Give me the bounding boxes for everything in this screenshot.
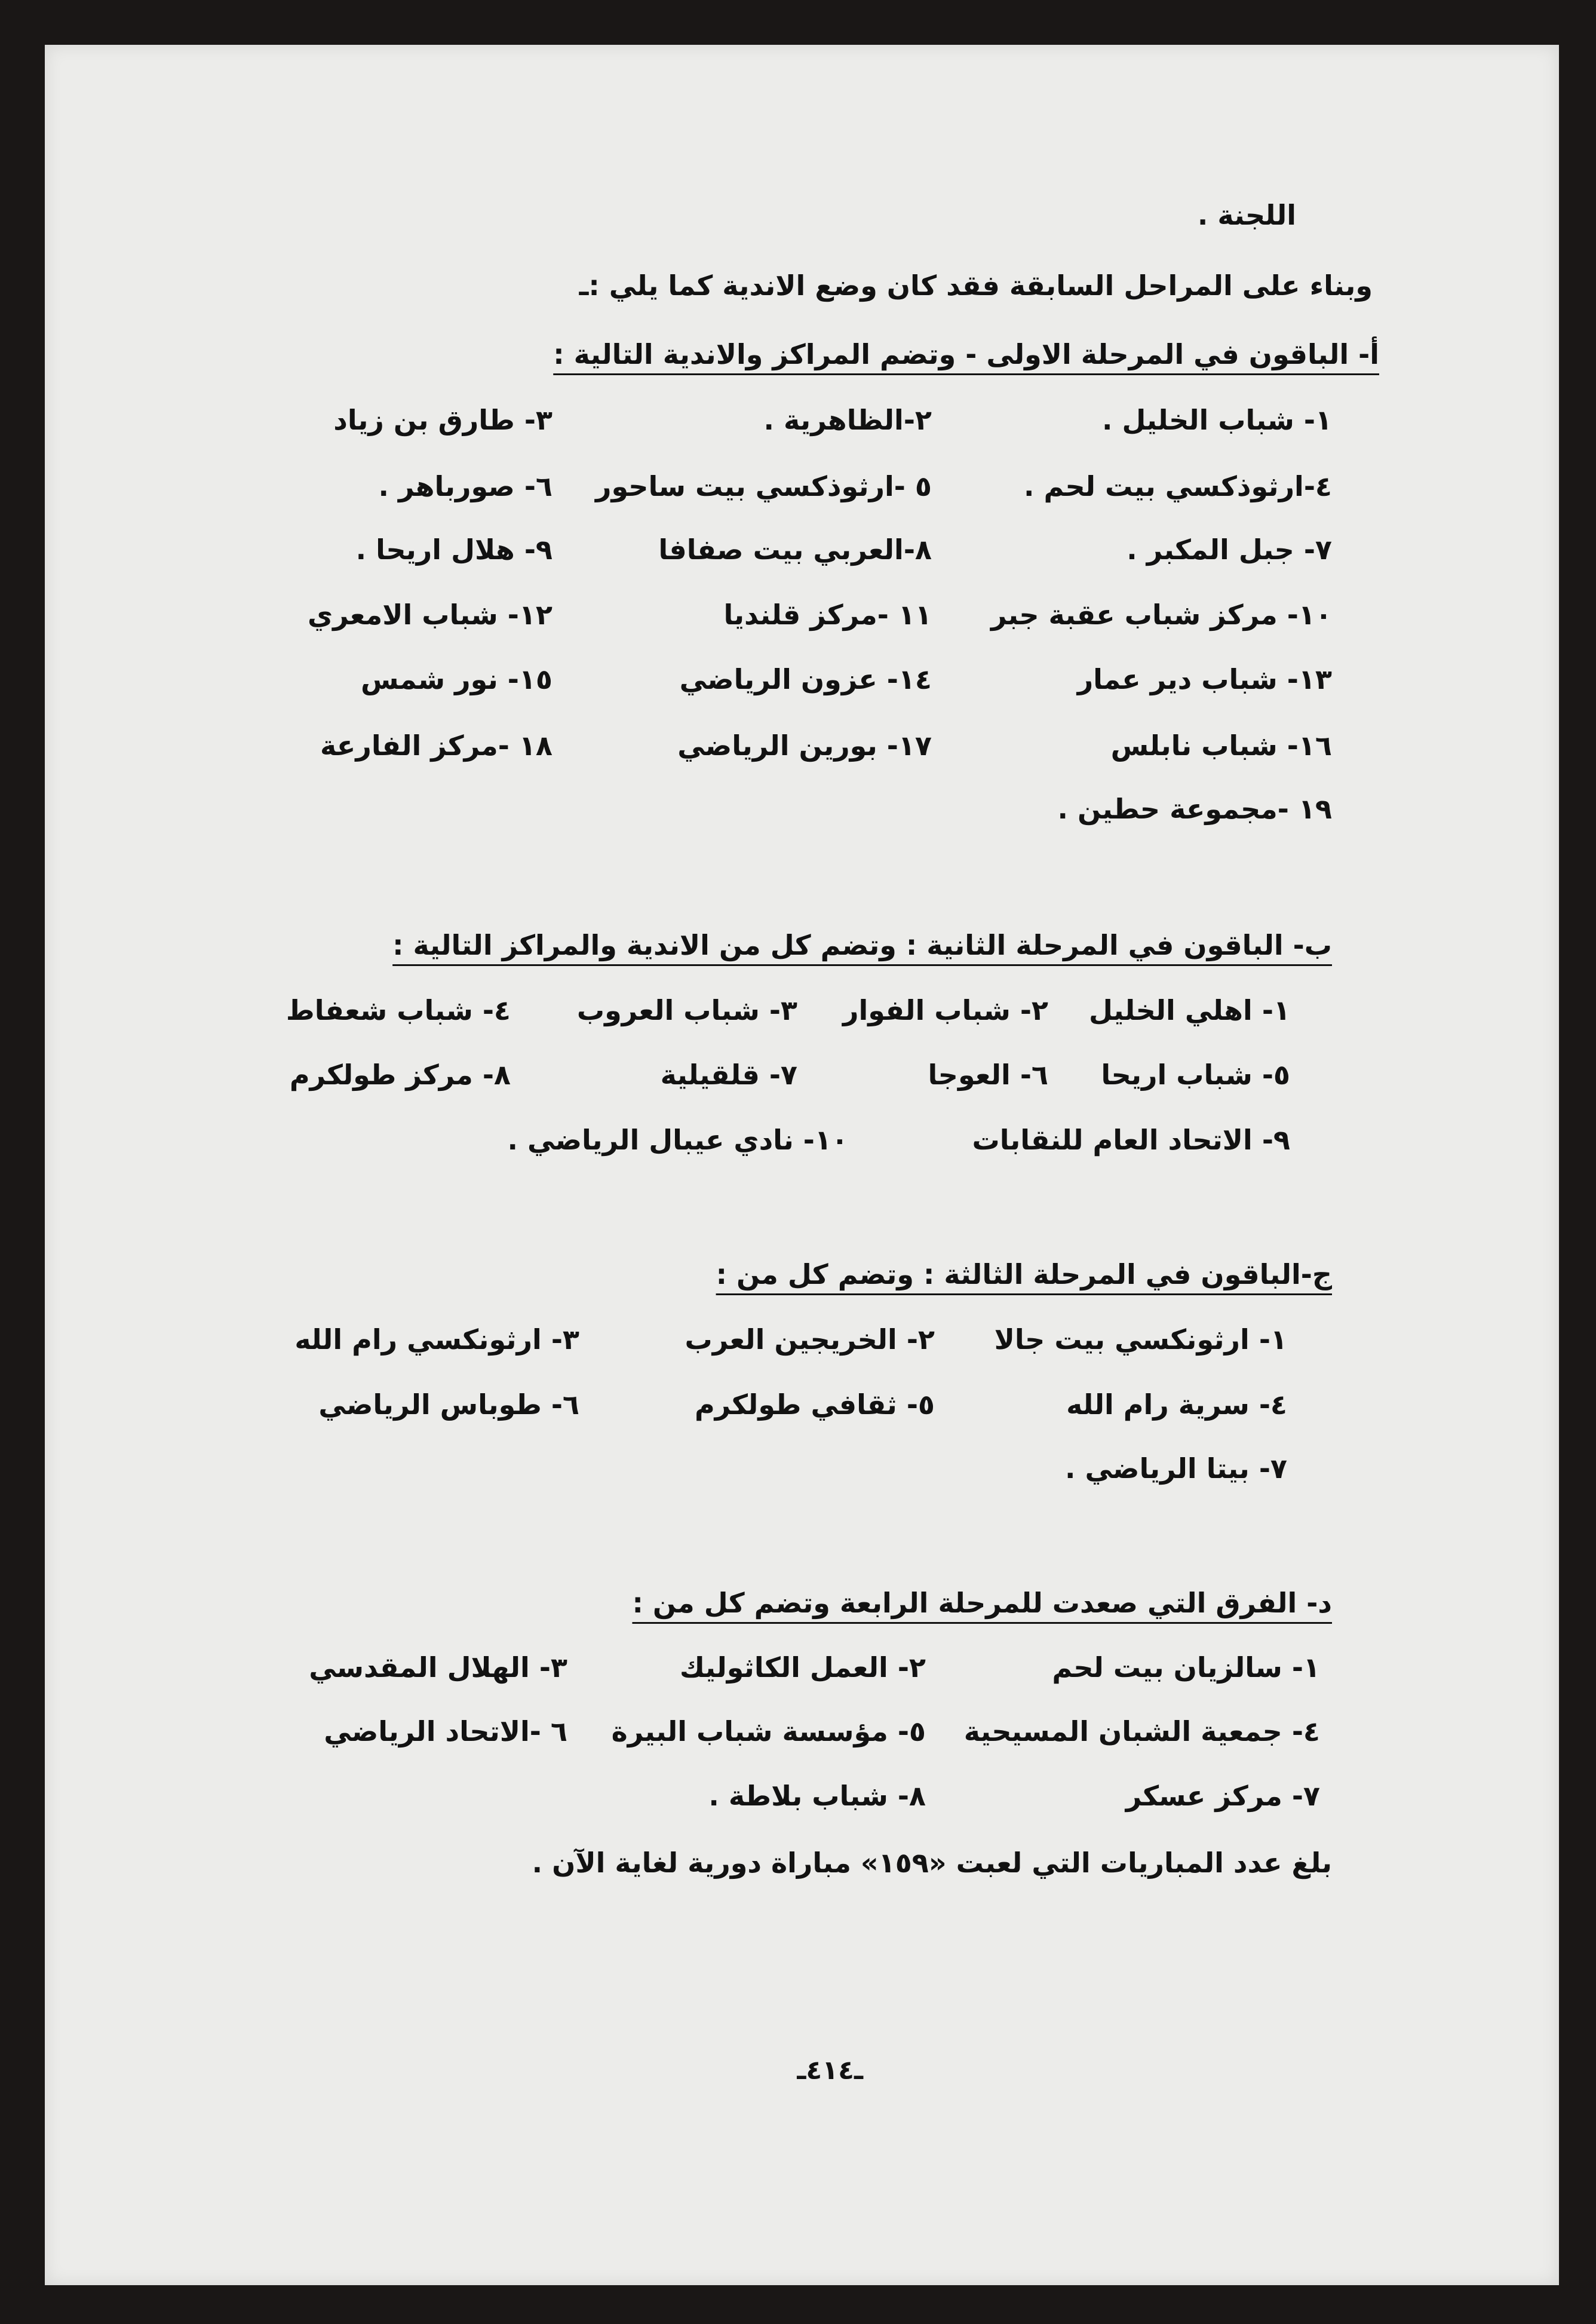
list-item: ١٣- شباب دير عمار — [1077, 663, 1332, 695]
list-item: ١٤- عزون الرياضي — [679, 663, 932, 695]
list-item: ٢- شباب الفوار — [843, 994, 1048, 1026]
list-item: ٣- الهلال المقدسي — [309, 1651, 567, 1684]
list-item: ٦ -الاتحاد الرياضي — [324, 1715, 567, 1747]
list-item: ١٧- بورين الرياضي — [677, 729, 932, 762]
summary-line: بلغ عدد المباريات التي لعبت «١٥٩» مباراة دورية لغاية الآن . — [532, 1847, 1332, 1879]
list-item: ١٠- مركز شباب عقبة جبر — [990, 599, 1332, 631]
list-item: ٤- جمعية الشبان المسيحية — [963, 1715, 1320, 1747]
list-item: ٥- شباب اريحا — [1101, 1059, 1290, 1091]
list-item: ٨- مركز طولكرم — [289, 1059, 511, 1091]
list-item: ٦- طوباس الرياضي — [318, 1388, 579, 1421]
list-item: ١٢- شباب الامعري — [307, 599, 553, 631]
list-item: ١٥- نور شمس — [361, 663, 553, 695]
committee-line: اللجنة . — [1197, 199, 1296, 231]
page-number: ـ٤١٤ـ — [797, 2055, 863, 2086]
list-item: ٧- قلقيلية — [660, 1059, 797, 1091]
list-item: ٢- العمل الكاثوليك — [679, 1651, 926, 1684]
list-item: ١١ -مركز قلنديا — [723, 599, 932, 631]
list-item: ٧- جبل المكبر . — [1127, 534, 1332, 566]
section-b-heading: ب- الباقون في المرحلة الثانية : وتضم كل من الاندية والمراكز التالية : — [392, 929, 1332, 961]
list-item: ٥- مؤسسة شباب البيرة — [611, 1715, 926, 1747]
list-item: ٣- شباب العروب — [576, 994, 797, 1026]
list-item: ٣- ارثونكسي رام الله — [294, 1323, 579, 1356]
list-item: ١٩ -مجموعة حطين . — [1057, 793, 1332, 825]
list-item: ٦- صورباهر . — [378, 470, 553, 502]
section-d-heading: د- الفرق التي صعدت للمرحلة الرابعة وتضم كل من : — [632, 1587, 1332, 1619]
list-item: ١- اهلي الخليل — [1089, 994, 1290, 1026]
list-item: ١- ارثونكسي بيت جالا — [994, 1323, 1287, 1356]
list-item: ٩- الاتحاد العام للنقابات — [972, 1124, 1290, 1156]
page-content — [45, 45, 1559, 2285]
list-item: ٥- ثقافي طولكرم — [694, 1388, 935, 1421]
list-item: ٤-ارثوذكسي بيت لحم . — [1024, 470, 1332, 502]
list-item: ١٠- نادي عيبال الرياضي . — [507, 1124, 848, 1156]
list-item: ٤- سرية رام الله — [1066, 1388, 1287, 1421]
list-item: ١- شباب الخليل . — [1101, 404, 1332, 436]
list-item: ١٨ -مركز الفارعة — [320, 729, 553, 762]
list-item: ١- سالزيان بيت لحم — [1052, 1651, 1320, 1684]
list-item: ٩- هلال اريحا . — [355, 534, 553, 566]
list-item: ٧- مركز عسكر — [1125, 1780, 1320, 1812]
section-a-heading: أ- الباقون في المرحلة الاولى - وتضم المراكز والاندية التالية : — [553, 338, 1379, 370]
list-item: ٦- العوجا — [928, 1059, 1048, 1091]
list-item: ٢-الظاهرية . — [763, 404, 932, 436]
list-item: ٢- الخريجين العرب — [685, 1323, 935, 1356]
section-c-heading: ج-الباقون في المرحلة الثالثة : وتضم كل من : — [716, 1258, 1332, 1290]
intro-paragraph: وبناء على المراحل السابقة فقد كان وضع الاندية كما يلي :ـ — [579, 269, 1373, 302]
list-item: ٧- بيتا الرياضي . — [1065, 1452, 1287, 1485]
list-item: ٥ -ارثوذكسي بيت ساحور — [595, 470, 932, 502]
list-item: ٨-العربي بيت صفافا — [658, 534, 932, 566]
list-item: ٤- شباب شعفاط — [286, 994, 511, 1026]
list-item: ١٦- شباب نابلس — [1110, 729, 1332, 762]
document-page — [45, 45, 1559, 2285]
list-item: ٣- طارق بن زياد — [333, 404, 553, 436]
list-item: ٨- شباب بلاطة . — [708, 1780, 926, 1812]
